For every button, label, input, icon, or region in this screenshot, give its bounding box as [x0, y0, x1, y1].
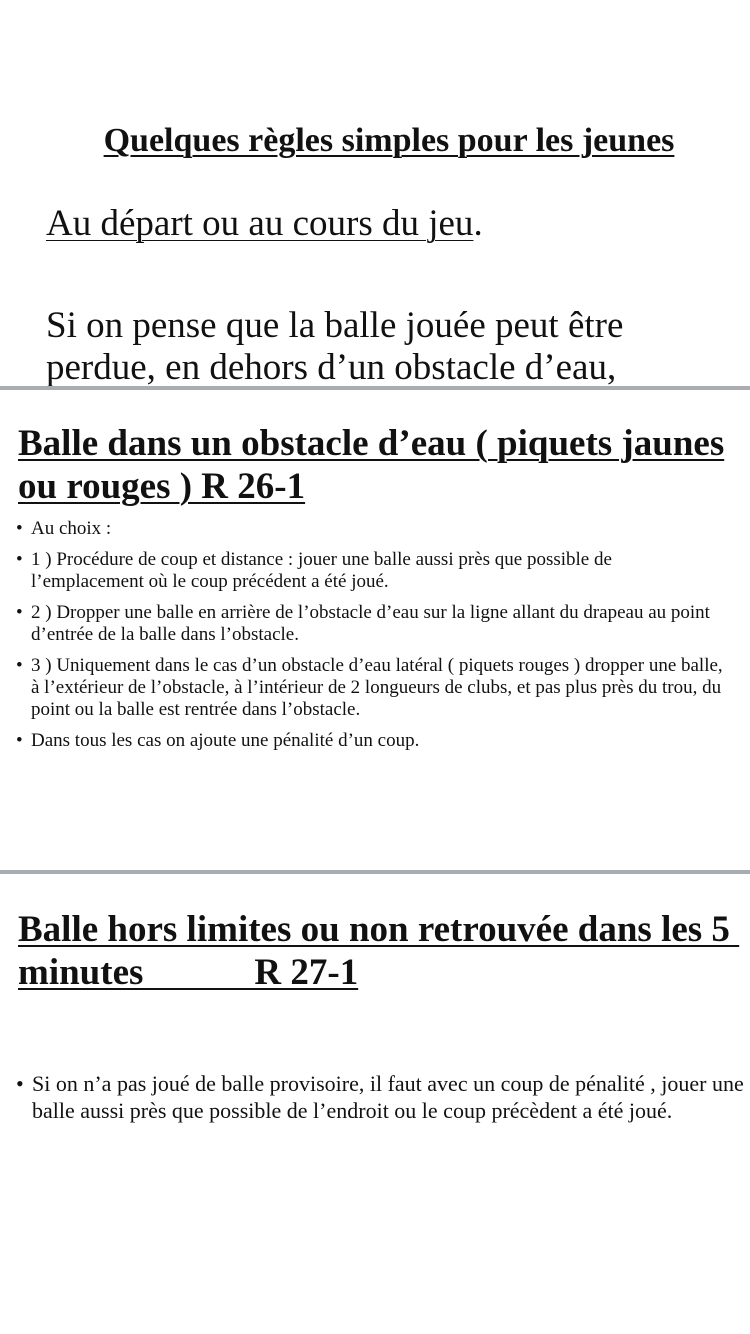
intro-body-text: Si on pense que la balle jouée peut être perdue, en dehors d’un obstacle d’eau, — [46, 305, 624, 386]
slide-out-of-bounds — [0, 876, 750, 1334]
list-item: • Si on n’a pas joué de balle provisoire, il faut avec un coup de pénalité , jouer une balle aussi près que possible de l’endroit ou le coup précèdent a été joué. — [16, 1070, 746, 1124]
page-title: Quelques règles simples pour les jeunes — [103, 122, 675, 159]
slide-water-hazard — [0, 390, 750, 870]
water-hazard-rules-list — [16, 518, 728, 761]
subtitle-suffix: . — [473, 203, 483, 244]
section-subtitle — [46, 202, 483, 245]
water-hazard-heading: Balle dans un obstacle d’eau ( piquets jaunes ou rouges ) R 26-1 — [18, 423, 725, 507]
list-item: • Dans tous les cas on ajoute une pénalité d’un coup. — [16, 730, 728, 752]
list-item: • 2 ) Dropper une balle en arrière de l’obstacle d’eau sur la ligne allant du drapeau au point d’entrée de la balle dans l’obstacle. — [16, 602, 728, 646]
out-of-bounds-heading: Balle hors limites ou non retrouvée dans les 5 minutes R 27-1 — [18, 909, 740, 993]
out-of-bounds-rules-list — [16, 1070, 746, 1124]
list-item: • 3 ) Uniquement dans le cas d’un obstacle d’eau latéral ( piquets rouges ) dropper une balle, à l’extérieur de l’obstacle, à l’intérieur de 2 longueurs de clubs, et pas plus près du trou, du point ou la balle est rentrée dans l’obstacle. — [16, 655, 728, 721]
slide-intro — [0, 0, 750, 386]
subtitle-underlined-text: Au départ ou au cours du jeu — [46, 203, 474, 244]
list-item: • 1 ) Procédure de coup et distance : jouer une balle aussi près que possible de l’emplacement où le coup précédent a été joué. — [16, 549, 728, 593]
slide-divider — [0, 870, 750, 874]
list-item: • Au choix : — [16, 518, 728, 540]
